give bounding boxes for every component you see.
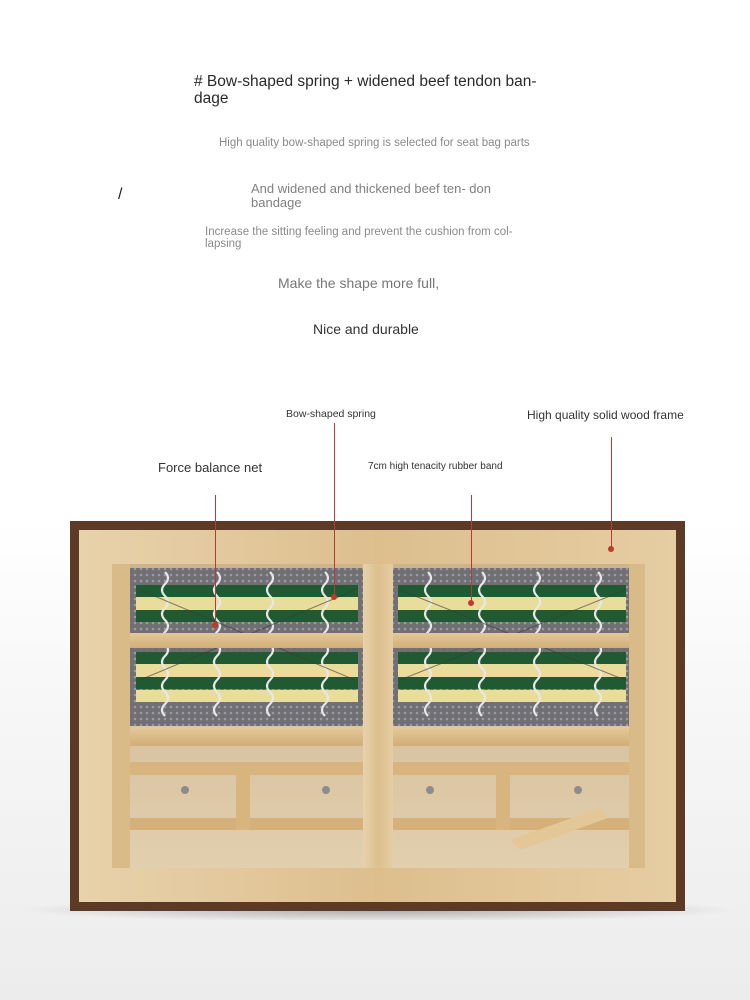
bolt <box>322 786 330 794</box>
center-post <box>363 564 393 868</box>
label-force-balance-net: Force balance net <box>158 460 263 475</box>
dot-bow-shaped-spring <box>331 594 337 600</box>
leader-force-balance-net <box>215 495 216 626</box>
label-rubber-band: 7cm high tenacity rubber band <box>368 461 503 472</box>
right-post <box>629 564 645 868</box>
description-line-5: Nice and durable <box>313 321 419 337</box>
lower-brace-left <box>236 762 250 830</box>
bolt <box>574 786 582 794</box>
leader-rubber-band <box>471 495 472 603</box>
lower-brace-right <box>496 762 510 830</box>
left-post <box>112 564 130 868</box>
dot-solid-wood-frame <box>608 546 614 552</box>
bolt <box>426 786 434 794</box>
dot-force-balance-net <box>212 622 218 628</box>
stray-mark: / <box>118 186 123 203</box>
label-bow-shaped-spring: Bow-shaped spring <box>286 408 376 420</box>
frame-bottom <box>79 868 676 902</box>
description-line-4: Make the shape more full, <box>278 275 440 291</box>
description-line-1: High quality bow-shaped spring is selected for seat bag parts <box>219 137 530 149</box>
description-line-2: And widened and thickened beef ten- don bandage <box>251 181 491 211</box>
dot-rubber-band <box>468 600 474 606</box>
leader-solid-wood-frame <box>611 437 612 549</box>
description-line-3: Increase the sitting feeling and prevent the cushion from col- lapsing <box>205 226 513 251</box>
sofa-frame-diagram <box>0 500 750 920</box>
bolt <box>181 786 189 794</box>
feature-heading: # Bow-shaped spring + widened beef tendon ban- dage <box>194 73 537 107</box>
label-solid-wood-frame: High quality solid wood frame <box>527 408 684 422</box>
leader-bow-shaped-spring <box>334 423 335 598</box>
